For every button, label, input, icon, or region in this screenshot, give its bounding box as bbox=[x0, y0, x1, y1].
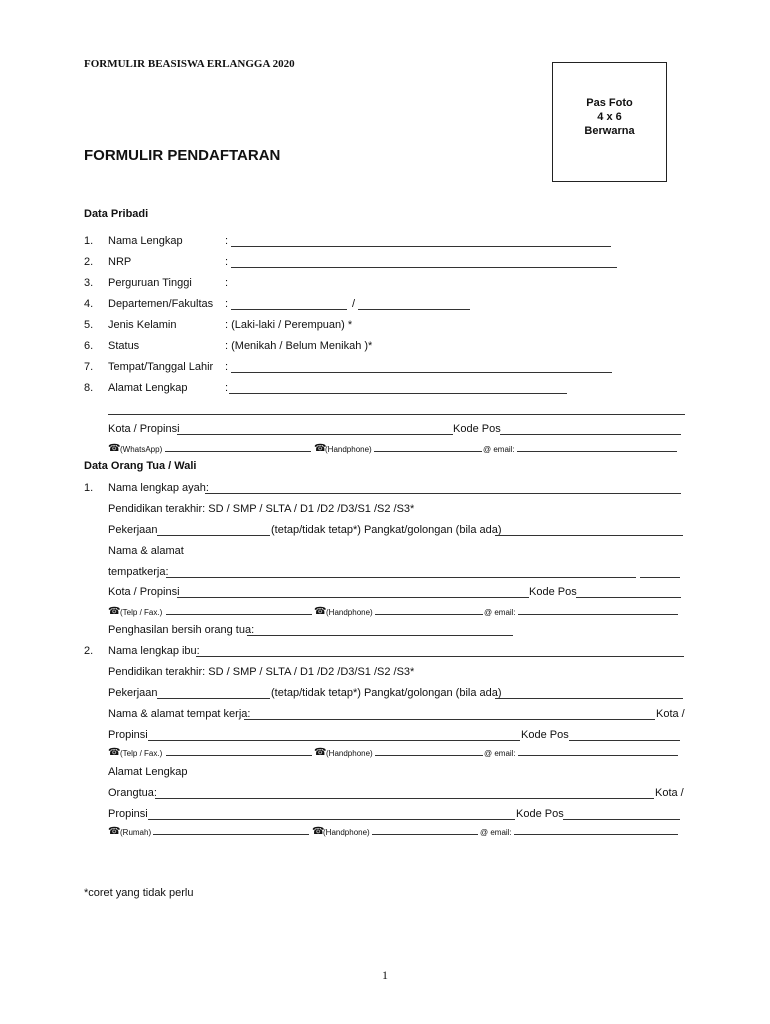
father-address-label: Nama & alamat bbox=[108, 545, 184, 557]
status-options[interactable]: : (Menikah / Belum Menikah )* bbox=[225, 340, 373, 352]
home-rumah-blank[interactable] bbox=[153, 827, 309, 835]
mother-propinsi-blank[interactable] bbox=[148, 731, 520, 741]
home-address-blank[interactable] bbox=[155, 789, 654, 799]
mother-name-label: Nama lengkap ibu: bbox=[108, 645, 200, 657]
page-number: 1 bbox=[382, 968, 388, 982]
mother-email-label: @ email: bbox=[484, 749, 516, 758]
whatsapp-blank[interactable] bbox=[165, 444, 311, 452]
whatsapp-label: (WhatsApp) bbox=[120, 445, 163, 454]
fakultas-blank[interactable] bbox=[358, 300, 470, 310]
row-number: 7. bbox=[84, 361, 94, 373]
field-colon: : bbox=[225, 298, 229, 310]
row-number: 5. bbox=[84, 319, 94, 331]
home-address-label: Alamat Lengkap bbox=[108, 766, 188, 778]
home-propinsi-blank[interactable] bbox=[148, 810, 515, 820]
nrp-blank[interactable] bbox=[231, 258, 617, 268]
row-number: 4. bbox=[84, 298, 94, 310]
jenis-kelamin-options[interactable]: : (Laki-laki / Perempuan) * bbox=[225, 319, 353, 331]
photo-label-3: Berwarna bbox=[584, 125, 635, 137]
father-rank-blank[interactable] bbox=[495, 526, 683, 536]
email-blank[interactable] bbox=[517, 444, 677, 452]
kota-blank[interactable] bbox=[177, 425, 453, 435]
home-email-label: @ email: bbox=[480, 828, 512, 837]
row-number: 6. bbox=[84, 340, 94, 352]
alamat-blank-1[interactable] bbox=[229, 384, 567, 394]
form-header-title: FORMULIR BEASISWA ERLANGGA 2020 bbox=[84, 58, 295, 70]
mother-address-label: Nama & alamat tempat kerja: bbox=[108, 708, 251, 720]
kode-pos-blank[interactable] bbox=[500, 425, 681, 435]
father-handphone-label: (Handphone) bbox=[326, 608, 373, 617]
father-job-suffix: (tetap/tidak tetap*) Pangkat/golongan (bila ada) bbox=[271, 524, 502, 536]
father-telp-blank[interactable] bbox=[166, 607, 312, 615]
page-title: FORMULIR PENDAFTARAN bbox=[84, 147, 281, 164]
mother-rank-blank[interactable] bbox=[495, 689, 683, 699]
field-label-departemen: Departemen/Fakultas bbox=[108, 298, 214, 310]
departemen-blank[interactable] bbox=[231, 300, 347, 310]
phone-icon: ☎ bbox=[314, 747, 327, 758]
field-colon: : bbox=[225, 361, 229, 373]
father-telp-label: (Telp / Fax.) bbox=[120, 608, 163, 617]
phone-icon: ☎ bbox=[108, 606, 121, 617]
section-heading-parents: Data Orang Tua / Wali bbox=[84, 460, 197, 472]
field-colon: : bbox=[225, 256, 229, 268]
row-number: 3. bbox=[84, 277, 94, 289]
row-number: 1. bbox=[84, 482, 94, 494]
mother-kode-pos-label: Kode Pos bbox=[521, 729, 569, 741]
ttl-blank[interactable] bbox=[231, 363, 612, 373]
mother-address-blank[interactable] bbox=[244, 710, 655, 720]
mother-kode-pos-blank[interactable] bbox=[569, 731, 680, 741]
field-label-perguruan: Perguruan Tinggi bbox=[108, 277, 192, 289]
father-kota-blank[interactable] bbox=[177, 588, 529, 598]
father-kode-pos-label: Kode Pos bbox=[529, 586, 577, 598]
section-heading-personal: Data Pribadi bbox=[84, 208, 149, 220]
mother-name-blank[interactable] bbox=[196, 647, 684, 657]
mother-job-suffix: (tetap/tidak tetap*) Pangkat/golongan (bila ada) bbox=[271, 687, 502, 699]
father-email-blank[interactable] bbox=[518, 607, 678, 615]
phone-icon: ☎ bbox=[108, 443, 121, 454]
father-address-label-2: tempatkerja: bbox=[108, 566, 169, 578]
footnote: *coret yang tidak perlu bbox=[84, 887, 194, 899]
email-label: @ email: bbox=[483, 445, 515, 454]
kode-pos-label: Kode Pos bbox=[453, 423, 501, 435]
phone-icon: ☎ bbox=[314, 606, 327, 617]
alamat-blank-2[interactable] bbox=[108, 405, 685, 415]
father-job-label: Pekerjaan bbox=[108, 524, 158, 536]
home-kode-pos-blank[interactable] bbox=[563, 810, 680, 820]
father-kode-pos-blank[interactable] bbox=[576, 588, 681, 598]
mother-job-blank[interactable] bbox=[157, 689, 270, 699]
row-number: 2. bbox=[84, 645, 94, 657]
field-colon: : bbox=[225, 277, 229, 289]
home-address-label-2: Orangtua: bbox=[108, 787, 157, 799]
father-handphone-blank[interactable] bbox=[375, 607, 483, 615]
field-label-jenis-kelamin: Jenis Kelamin bbox=[108, 319, 177, 331]
mother-email-blank[interactable] bbox=[518, 748, 678, 756]
father-address-blank-2[interactable] bbox=[640, 568, 680, 578]
mother-education[interactable]: Pendidikan terakhir: SD / SMP / SLTA / D1 /D2 /D3/S1 /S2 /S3* bbox=[108, 666, 415, 678]
phone-icon: ☎ bbox=[108, 747, 121, 758]
photo-label-2: 4 x 6 bbox=[597, 111, 622, 123]
field-label-ttl: Tempat/Tanggal Lahir bbox=[108, 361, 214, 373]
mother-telp-blank[interactable] bbox=[166, 748, 312, 756]
phone-icon: ☎ bbox=[314, 443, 327, 454]
photo-box bbox=[552, 62, 667, 182]
phone-icon: ☎ bbox=[108, 826, 121, 837]
field-colon: : bbox=[225, 235, 229, 247]
father-education[interactable]: Pendidikan terakhir: SD / SMP / SLTA / D1 /D2 /D3/S1 /S2 /S3* bbox=[108, 503, 415, 515]
handphone-blank[interactable] bbox=[374, 444, 482, 452]
field-separator: / bbox=[352, 298, 356, 310]
income-blank[interactable] bbox=[247, 626, 513, 636]
field-label-alamat: Alamat Lengkap bbox=[108, 382, 188, 394]
mother-handphone-blank[interactable] bbox=[375, 748, 483, 756]
income-label: Penghasilan bersih orang tua: bbox=[108, 624, 255, 636]
field-label-nama: Nama Lengkap bbox=[108, 235, 183, 247]
field-colon: : bbox=[225, 382, 229, 394]
father-name-label: Nama lengkap ayah: bbox=[108, 482, 209, 494]
row-number: 1. bbox=[84, 235, 94, 247]
field-label-nrp: NRP bbox=[108, 256, 132, 268]
mother-telp-label: (Telp / Fax.) bbox=[120, 749, 163, 758]
mother-job-label: Pekerjaan bbox=[108, 687, 158, 699]
home-rumah-label: (Rumah) bbox=[120, 828, 152, 837]
nama-blank[interactable] bbox=[231, 237, 611, 247]
row-number: 2. bbox=[84, 256, 94, 268]
father-name-blank[interactable] bbox=[205, 484, 681, 494]
kota-label: Kota / Propinsi bbox=[108, 423, 180, 435]
phone-icon: ☎ bbox=[312, 826, 325, 837]
home-kota-slash: Kota / bbox=[655, 787, 684, 799]
home-propinsi-label: Propinsi bbox=[108, 808, 148, 820]
father-address-blank[interactable] bbox=[166, 568, 636, 578]
mother-propinsi-label: Propinsi bbox=[108, 729, 148, 741]
home-handphone-blank[interactable] bbox=[372, 827, 478, 835]
father-kota-label: Kota / Propinsi bbox=[108, 586, 180, 598]
field-label-status: Status bbox=[108, 340, 140, 352]
home-kode-pos-label: Kode Pos bbox=[516, 808, 564, 820]
row-number: 8. bbox=[84, 382, 94, 394]
home-email-blank[interactable] bbox=[514, 827, 678, 835]
mother-kota-slash: Kota / bbox=[656, 708, 685, 720]
mother-handphone-label: (Handphone) bbox=[326, 749, 373, 758]
home-handphone-label: (Handphone) bbox=[323, 828, 370, 837]
photo-label-1: Pas Foto bbox=[586, 97, 633, 109]
father-email-label: @ email: bbox=[484, 608, 516, 617]
father-job-blank[interactable] bbox=[157, 526, 270, 536]
handphone-label: (Handphone) bbox=[325, 445, 372, 454]
